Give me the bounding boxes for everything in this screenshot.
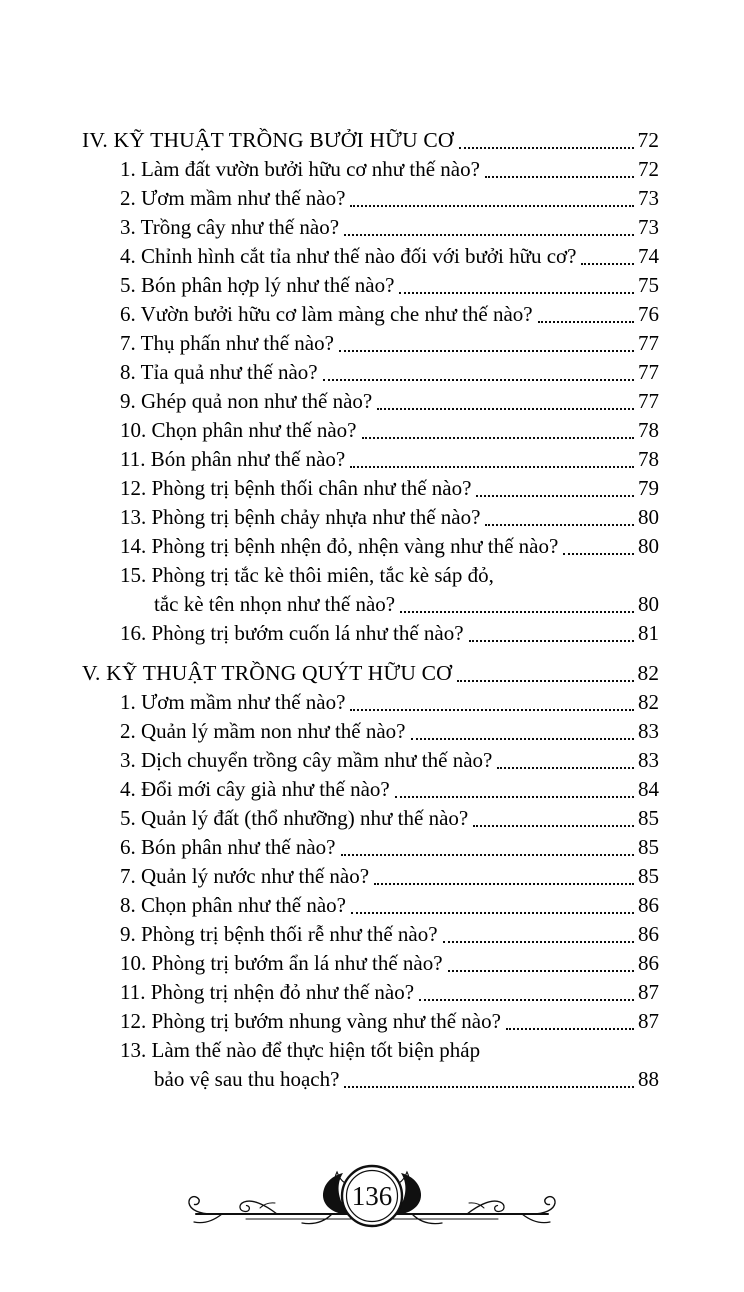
toc-entry xyxy=(82,619,659,648)
toc-entry xyxy=(82,862,659,891)
dotted-leader xyxy=(497,767,634,769)
toc-entry-page: 77 xyxy=(638,389,659,413)
toc-entry xyxy=(82,300,659,329)
dotted-leader xyxy=(362,437,634,439)
toc-entry-page: 80 xyxy=(638,592,659,616)
toc-entry-label: 9. Ghép quả non như thế nào? xyxy=(120,389,373,413)
toc-entry xyxy=(82,532,659,561)
toc-entry-page: 85 xyxy=(638,835,659,859)
toc-section-page: 82 xyxy=(637,661,659,685)
toc xyxy=(82,126,659,1094)
toc-entry-label: 3. Dịch chuyển trồng cây mầm như thế nào? xyxy=(120,748,493,772)
toc-entry-continuation xyxy=(82,590,659,619)
toc-entry-label: 10. Phòng trị bướm ẩn lá như thế nào? xyxy=(120,951,443,975)
dotted-leader xyxy=(344,234,634,236)
dotted-leader xyxy=(581,263,634,265)
toc-entry-page: 86 xyxy=(638,893,659,917)
footer-page-number: 136 xyxy=(351,1181,393,1211)
toc-entry-page: 86 xyxy=(638,951,659,975)
dotted-leader xyxy=(538,321,634,323)
toc-entry-page: 80 xyxy=(638,534,659,558)
ornament-flourish-right xyxy=(394,1172,555,1224)
toc-entry xyxy=(82,155,659,184)
dotted-leader xyxy=(351,912,634,914)
toc-entry-label: 9. Phòng trị bệnh thối rễ như thế nào? xyxy=(120,922,438,946)
dotted-leader xyxy=(399,292,634,294)
toc-entry xyxy=(82,978,659,1007)
toc-entry-page: 76 xyxy=(638,302,659,326)
toc-entry xyxy=(82,445,659,474)
toc-entry xyxy=(82,329,659,358)
toc-entry-label: 4. Chỉnh hình cắt tỉa như thế nào đối với bưởi hữu cơ? xyxy=(120,244,577,268)
dotted-leader xyxy=(473,825,634,827)
toc-entry-label: 13. Làm thế nào để thực hiện tốt biện pháp xyxy=(120,1038,481,1062)
toc-entry-page: 87 xyxy=(638,1009,659,1033)
dotted-leader xyxy=(506,1028,634,1030)
dotted-leader xyxy=(448,970,634,972)
toc-entry xyxy=(82,474,659,503)
toc-entry-label: 6. Vườn bưởi hữu cơ làm màng che như thế nào? xyxy=(120,302,533,326)
dotted-leader xyxy=(411,738,635,740)
toc-entry-label: 11. Bón phân như thế nào? xyxy=(120,447,346,471)
dotted-leader xyxy=(485,176,634,178)
toc-section-page: 72 xyxy=(637,128,659,152)
toc-entry xyxy=(82,503,659,532)
toc-entry-label: 14. Phòng trị bệnh nhện đỏ, nhện vàng như thế nào? xyxy=(120,534,559,558)
toc-entry-page: 80 xyxy=(638,505,659,529)
toc-entry-page: 84 xyxy=(638,777,659,801)
dotted-leader xyxy=(419,999,634,1001)
toc-entry xyxy=(82,891,659,920)
toc-entry-page: 83 xyxy=(638,748,659,772)
footer-ornament xyxy=(182,1152,562,1248)
toc-entry-page: 88 xyxy=(638,1067,659,1091)
toc-entry-label: 7. Thụ phấn như thế nào? xyxy=(120,331,334,355)
dotted-leader xyxy=(443,941,634,943)
toc-entry xyxy=(82,746,659,775)
toc-entry-page: 78 xyxy=(638,418,659,442)
toc-entry-label: 3. Trồng cây như thế nào? xyxy=(120,215,340,239)
toc-entry xyxy=(82,1036,659,1065)
toc-entry-page: 77 xyxy=(638,360,659,384)
toc-entry-page: 85 xyxy=(638,806,659,830)
dotted-leader xyxy=(339,350,634,352)
toc-entry-label: 2. Quản lý mầm non như thế nào? xyxy=(120,719,406,743)
toc-section-heading xyxy=(82,126,659,155)
dotted-leader xyxy=(341,854,634,856)
toc-entry-label: 4. Đổi mới cây già như thế nào? xyxy=(120,777,390,801)
toc-entry-page: 79 xyxy=(638,476,659,500)
toc-entry-page: 83 xyxy=(638,719,659,743)
toc-entry-label: 7. Quản lý nước như thế nào? xyxy=(120,864,370,888)
toc-entry-label: 16. Phòng trị bướm cuốn lá như thế nào? xyxy=(120,621,464,645)
dotted-leader xyxy=(395,796,634,798)
dotted-leader xyxy=(457,680,634,682)
toc-entry-label: 6. Bón phân như thế nào? xyxy=(120,835,336,859)
toc-entry-label: 11. Phòng trị nhện đỏ như thế nào? xyxy=(120,980,415,1004)
dotted-leader xyxy=(350,466,634,468)
toc-entry xyxy=(82,561,659,590)
toc-entry xyxy=(82,213,659,242)
toc-entry-page: 81 xyxy=(638,621,659,645)
toc-entry-label: bảo vệ sau thu hoạch? xyxy=(154,1067,340,1091)
dotted-leader xyxy=(377,408,634,410)
toc-entry-label: 12. Phòng trị bệnh thối chân như thế nào? xyxy=(120,476,472,500)
dotted-leader xyxy=(400,611,634,613)
toc-entry xyxy=(82,387,659,416)
dotted-leader xyxy=(344,1086,634,1088)
toc-entry-label: 2. Ươm mầm như thế nào? xyxy=(120,186,346,210)
toc-entry xyxy=(82,717,659,746)
toc-entry-label: 1. Ươm mầm như thế nào? xyxy=(120,690,346,714)
toc-entry-page: 78 xyxy=(638,447,659,471)
toc-entry xyxy=(82,949,659,978)
toc-entry xyxy=(82,833,659,862)
toc-entry xyxy=(82,1007,659,1036)
dotted-leader xyxy=(563,553,634,555)
ornament-flourish-left xyxy=(189,1172,350,1224)
toc-entry xyxy=(82,358,659,387)
toc-entry xyxy=(82,804,659,833)
dotted-leader xyxy=(374,883,634,885)
dotted-leader xyxy=(476,495,634,497)
toc-section-title: V. KỸ THUẬT TRỒNG QUÝT HỮU CƠ xyxy=(82,661,452,685)
toc-entry-page: 73 xyxy=(638,215,659,239)
toc-entry-page: 85 xyxy=(638,864,659,888)
toc-entry xyxy=(82,416,659,445)
toc-entry-label: 5. Bón phân hợp lý như thế nào? xyxy=(120,273,395,297)
toc-section xyxy=(82,126,659,648)
toc-entry-label: 12. Phòng trị bướm nhung vàng như thế nào? xyxy=(120,1009,501,1033)
toc-entry-page: 77 xyxy=(638,331,659,355)
toc-entry-label: 1. Làm đất vườn bưởi hữu cơ như thế nào? xyxy=(120,157,480,181)
page-footer xyxy=(182,1152,562,1248)
toc-entry-label: 10. Chọn phân như thế nào? xyxy=(120,418,357,442)
dotted-leader xyxy=(485,524,634,526)
toc-entry-label: 8. Tỉa quả như thế nào? xyxy=(120,360,318,384)
toc-section xyxy=(82,659,659,1094)
dotted-leader xyxy=(459,147,634,149)
dotted-leader xyxy=(350,205,634,207)
dotted-leader xyxy=(323,379,634,381)
toc-entry-page: 86 xyxy=(638,922,659,946)
toc-entry-continuation xyxy=(82,1065,659,1094)
toc-section-heading xyxy=(82,659,659,688)
toc-entry-page: 75 xyxy=(638,273,659,297)
toc-entry xyxy=(82,775,659,804)
dotted-leader xyxy=(350,709,634,711)
dotted-leader xyxy=(469,640,634,642)
toc-entry xyxy=(82,688,659,717)
toc-entry xyxy=(82,184,659,213)
toc-entry xyxy=(82,242,659,271)
toc-entry-page: 74 xyxy=(638,244,659,268)
toc-entry-label: 8. Chọn phân như thế nào? xyxy=(120,893,347,917)
toc-entry-label: 13. Phòng trị bệnh chảy nhựa như thế nào? xyxy=(120,505,481,529)
toc-section-title: IV. KỸ THUẬT TRỒNG BƯỞI HỮU CƠ xyxy=(82,128,454,152)
toc-entry-label: 5. Quản lý đất (thổ nhưỡng) như thế nào? xyxy=(120,806,469,830)
toc-entry xyxy=(82,271,659,300)
toc-entry xyxy=(82,920,659,949)
toc-entry-page: 73 xyxy=(638,186,659,210)
toc-entry-label: 15. Phòng trị tắc kè thôi miên, tắc kè sáp đỏ, xyxy=(120,563,494,587)
toc-entry-label: tắc kè tên nhọn như thế nào? xyxy=(154,592,396,616)
toc-entry-page: 87 xyxy=(638,980,659,1004)
toc-entry-page: 72 xyxy=(638,157,659,181)
toc-entry-page: 82 xyxy=(638,690,659,714)
